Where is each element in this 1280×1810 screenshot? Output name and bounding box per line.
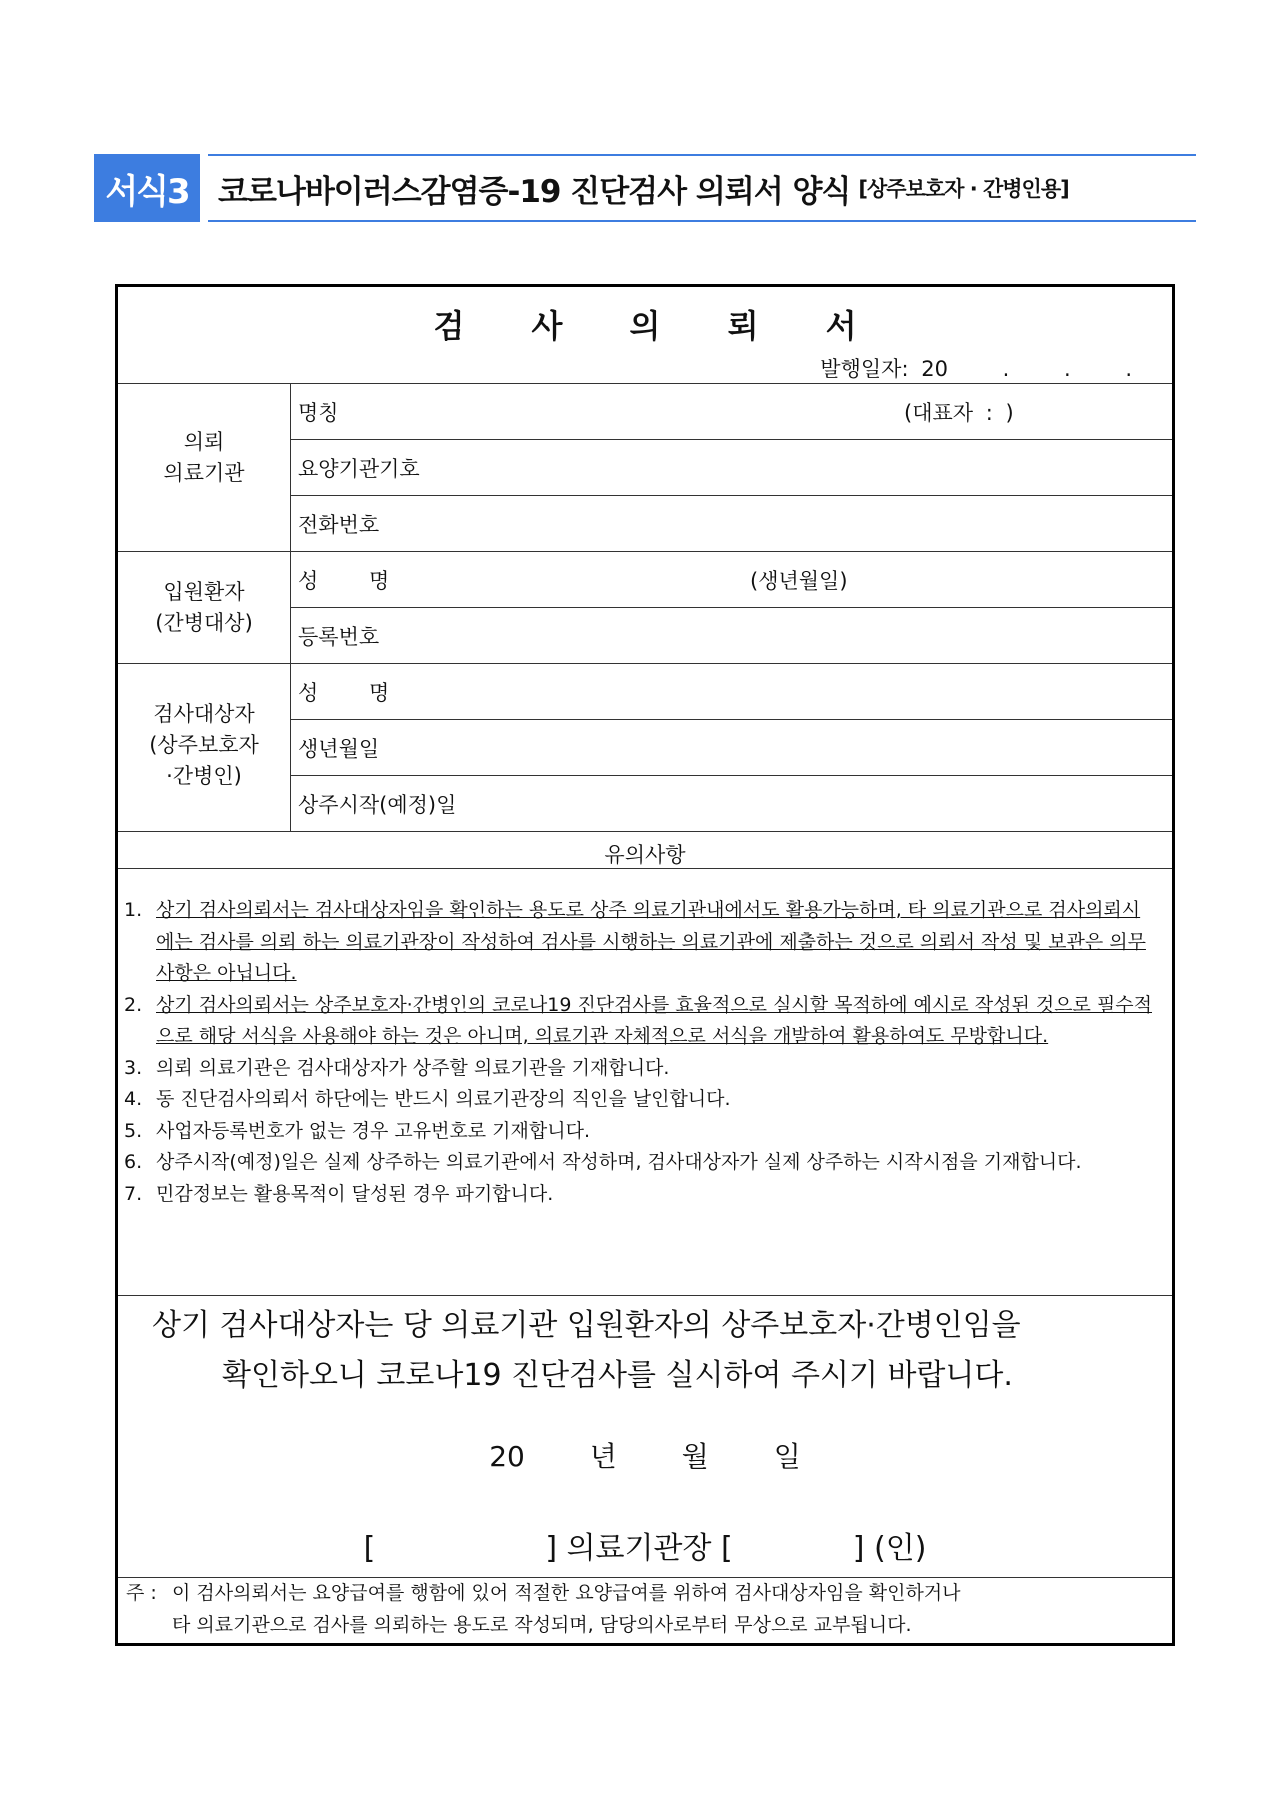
confirmation-statement: 상기 검사대상자는 당 의료기관 입원환자의 상주보호자·간병인임을 확인하오니 코로나19 진단검사를 실시하여 주시기 바랍니다. [152, 1308, 1021, 1393]
divider [118, 663, 1172, 664]
director-label: 의료기관장 [566, 1531, 712, 1566]
date-year-label: 년 [589, 1440, 617, 1473]
notice-title: 유의사항 [604, 843, 686, 867]
patient-section-label: 입원환자 (간병대상) [155, 580, 253, 635]
footnote: 주 : 이 검사의뢰서는 요양급여를 행함에 있어 적절한 요양급여를 위하여 검사대상자임을 확인하거나 타 의료기관으로 검사를 의뢰하는 용도로 작성되며, 담당의사로부터 무상으로 교부됩니다. [126, 1577, 1162, 1641]
list-item: 1. 상기 검사의뢰서는 검사대상자임을 확인하는 용도로 상주 의료기관내에서도 활용가능하며, 타 의료기관으로 검사의뢰시에는 검사를 의뢰 하는 의료기관장이 작성하여 검사를 시행하는 의료기관에 제출하는 것으로 의뢰서 작성 및 보관은 의무사항은 아닙니다. [124, 899, 1146, 984]
subject-birth-label: 생년월일 [298, 737, 380, 761]
date-month-label: 월 [681, 1440, 709, 1473]
request-form [115, 284, 1175, 1646]
date-year: 20 [489, 1440, 525, 1473]
page-subtitle: [상주보호자 · 간병인용] [858, 177, 1069, 201]
header-title-bar [208, 154, 1196, 222]
patient-registration-label: 등록번호 [298, 625, 380, 649]
issue-date-label: 발행일자: [820, 357, 909, 381]
signature-line: [ ] 의료기관장 [ ] (인) [363, 1531, 927, 1566]
divider [118, 383, 1172, 384]
divider [290, 439, 1172, 440]
list-item: 6. 상주시작(예정)일은 실제 상주하는 의료기관에서 작성하며, 검사대상자가 실제 상주하는 시작시점을 기재합니다. [124, 1151, 1082, 1173]
divider [290, 719, 1172, 720]
list-item: 5. 사업자등록번호가 없는 경우 고유번호로 기재합니다. [124, 1119, 590, 1142]
divider [290, 775, 1172, 776]
list-item: 7. 민감정보는 활용목적이 달성된 경우 파기합니다. [124, 1182, 554, 1205]
page-title: 코로나바이러스감염증-19 진단검사 의뢰서 양식 [218, 173, 851, 210]
form-number-badge: 서식3 [94, 154, 200, 222]
divider [118, 551, 1172, 552]
issue-date-value: 20 . . . [921, 357, 1132, 381]
patient-birth-label: (생년월일) [750, 569, 848, 593]
form-title: 검 사 의 뢰 서 [433, 307, 885, 345]
institution-section-label: 의뢰 의료기관 [163, 430, 245, 485]
divider [118, 1295, 1172, 1296]
institution-phone-label: 전화번호 [298, 513, 380, 537]
divider [290, 607, 1172, 608]
list-item: 4. 동 진단검사의뢰서 하단에는 반드시 의료기관장의 직인을 날인합니다. [124, 1088, 731, 1110]
notice-list [124, 895, 1158, 1210]
institution-name-label: 명칭 [298, 401, 339, 425]
list-item: 3. 의뢰 의료기관은 검사대상자가 상주할 의료기관을 기재합니다. [124, 1056, 670, 1079]
issue-date [814, 353, 1132, 383]
representative-label: (대표자 : ) [904, 401, 1014, 425]
patient-name-label: 성 명 [298, 569, 390, 593]
institution-code-label: 요양기관기호 [298, 457, 420, 481]
column-divider [290, 383, 291, 831]
subject-name-label: 성 명 [298, 681, 390, 705]
page-header [94, 154, 1196, 222]
seal-label: (인) [874, 1531, 927, 1566]
divider [118, 831, 1172, 832]
footnote-lead: 주 : [126, 1582, 157, 1604]
date-day-label: 일 [773, 1440, 801, 1473]
list-item: 2. 상기 검사의뢰서는 상주보호자·간병인의 코로나19 진단검사를 효율적으로 실시할 목적하에 예시로 작성된 것으로 필수적으로 해당 서식을 사용해야 하는 것은 아니며, 의료기관 자체적으로 서식을 개발하여 활용하여도 무방합니다. [124, 993, 1152, 1047]
signature-date [118, 1435, 1172, 1475]
subject-start-date-label: 상주시작(예정)일 [298, 793, 457, 817]
divider [290, 495, 1172, 496]
subject-section-label: 검사대상자 (상주보호자 ·간병인) [149, 702, 259, 788]
